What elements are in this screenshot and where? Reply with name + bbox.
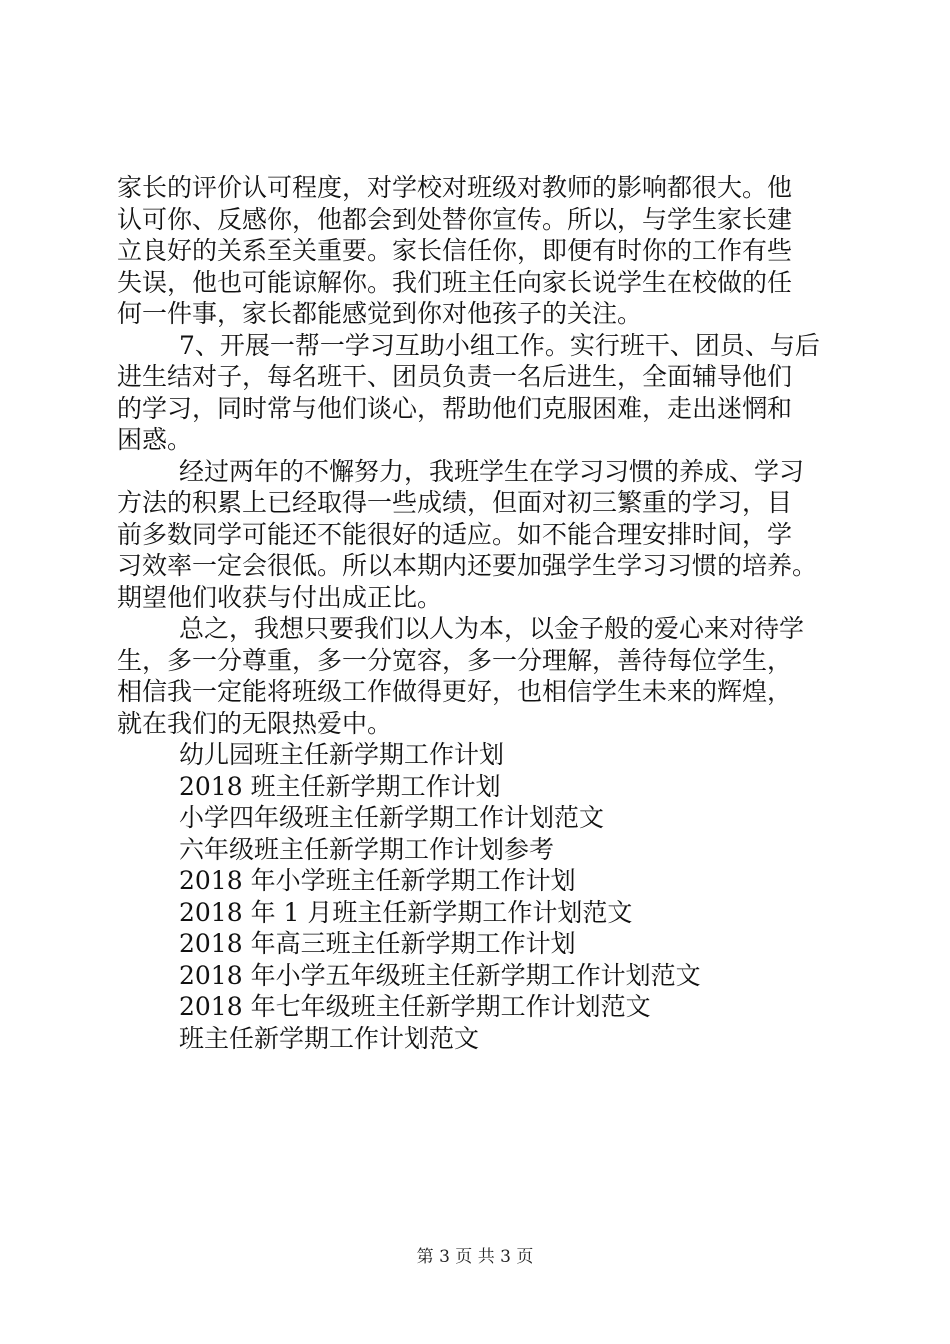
related-article-link[interactable]: 2018 班主任新学期工作计划 (179, 771, 501, 801)
text-line: 7、开展一帮一学习互助小组工作。实行班干、团员、与后 (179, 330, 820, 360)
related-article-link[interactable]: 幼儿园班主任新学期工作计划 (179, 740, 505, 769)
text-line: 相信我一定能将班级工作做得更好，也相信学生未来的辉煌， (117, 677, 793, 706)
text-line: 生，多一分尊重，多一分宽容，多一分理解，善待每位学生， (117, 645, 793, 675)
related-article-link[interactable]: 六年级班主任新学期工作计划参考 (179, 834, 555, 864)
text-line: 经过两年的不懈努力，我班学生在学习习惯的养成、学习 (179, 456, 805, 486)
text-line: 家长的评价认可程度，对学校对班级对教师的影响都很大。他 (117, 173, 793, 202)
text-line: 立良好的关系至关重要。家长信任你，即便有时你的工作有些 (117, 236, 793, 265)
text-line: 方法的积累上已经取得一些成绩，但面对初三繁重的学习，目 (117, 488, 793, 517)
paragraph-1 (117, 172, 857, 330)
text-line: 进生结对子，每名班干、团员负责一名后进生，全面辅导他们 (117, 362, 793, 391)
text-line: 何一件事，家长都能感觉到你对他孩子的关注。 (117, 299, 643, 328)
page-number-footer: 第 3 页 共 3 页 (416, 1247, 534, 1267)
related-article-link[interactable]: 2018 年小学五年级班主任新学期工作计划范文 (179, 960, 701, 990)
text-line: 失误，他也可能谅解你。我们班主任向家长说学生在校做的任 (117, 267, 793, 297)
text-line: 期望他们收获与付出成正比。 (117, 582, 443, 612)
related-article-link[interactable]: 2018 年七年级班主任新学期工作计划范文 (179, 992, 651, 1021)
related-article-link[interactable]: 2018 年 1 月班主任新学期工作计划范文 (179, 897, 633, 927)
document-body (117, 172, 857, 1054)
related-article-link[interactable]: 小学四年级班主任新学期工作计划范文 (179, 803, 605, 832)
paragraph-4 (117, 613, 857, 739)
text-line: 困惑。 (117, 425, 193, 454)
text-line: 习效率一定会很低。所以本期内还要加强学生学习习惯的培养。 (117, 551, 818, 580)
related-article-link[interactable]: 2018 年高三班主任新学期工作计划 (179, 929, 576, 958)
related-article-link[interactable]: 班主任新学期工作计划范文 (179, 1023, 480, 1053)
text-line: 前多数同学可能还不能很好的适应。如不能合理安排时间，学 (117, 519, 793, 549)
text-line: 的学习，同时常与他们谈心，帮助他们克服困难，走出迷惘和 (117, 393, 793, 423)
related-article-link[interactable]: 2018 年小学班主任新学期工作计划 (179, 866, 576, 895)
text-line: 总之，我想只要我们以人为本，以金子般的爱心来对待学 (179, 614, 805, 643)
paragraph-3 (117, 456, 857, 614)
related-articles-list (117, 739, 857, 1054)
text-line: 就在我们的无限热爱中。 (117, 708, 393, 738)
text-line: 认可你、反感你，他都会到处替你宣传。所以，与学生家长建 (117, 204, 793, 234)
paragraph-2 (117, 330, 857, 456)
